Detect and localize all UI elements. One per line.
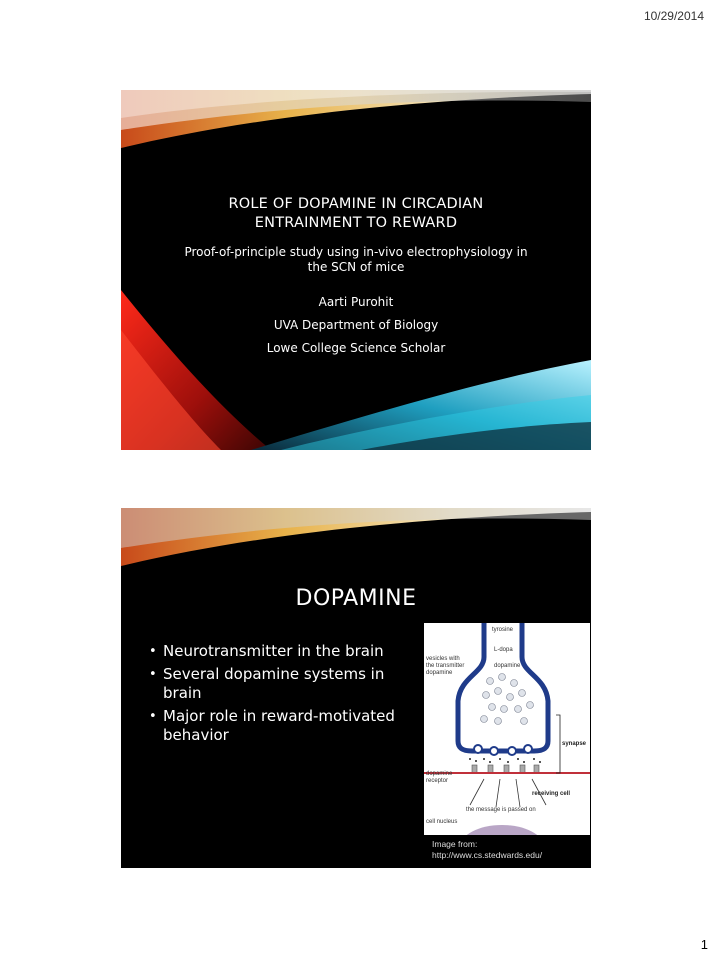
bullet-item: • Major role in reward-motivated behavior <box>149 707 414 745</box>
page-number: 1 <box>700 937 708 952</box>
synapse-diagram <box>424 623 590 835</box>
label-dopamine: dopamine <box>494 663 521 669</box>
presentation-subtitle: Proof-of-principle study using in-vivo electrophysiology in the SCN of mice <box>184 245 528 274</box>
label-tyrosine: tyrosine <box>492 627 514 633</box>
title-slide <box>121 90 591 450</box>
bullet-item: • Several dopamine systems in brain <box>149 665 414 703</box>
label-ldopa: L-dopa <box>494 647 513 653</box>
synapse-illustration <box>424 623 590 835</box>
page-date: 10/29/2014 <box>643 9 704 23</box>
bullet-item: • Neurotransmitter in the brain <box>149 642 414 661</box>
image-credit: Image from: http://www.cs.stedwards.edu/ <box>432 839 543 860</box>
bullet-list <box>149 642 414 749</box>
department: UVA Department of Biology <box>273 318 439 332</box>
label-vesicles: vesicles with the transmitter dopamine <box>426 656 465 676</box>
slide-title: DOPAMINE <box>295 586 417 611</box>
label-cell-nucleus: cell nucleus <box>426 819 458 825</box>
label-message: the message is passed on <box>466 807 536 813</box>
presentation-title: ROLE OF DOPAMINE IN CIRCADIAN ENTRAINMENT TO REWARD <box>228 196 484 231</box>
label-synapse: synapse <box>562 741 587 747</box>
dopamine-slide <box>121 508 591 868</box>
author-name: Aarti Purohit <box>318 295 394 309</box>
program: Lowe College Science Scholar <box>266 341 446 355</box>
label-receiving-cell: receiving cell <box>532 791 571 797</box>
label-receptor: dopamine receptor <box>426 771 453 784</box>
